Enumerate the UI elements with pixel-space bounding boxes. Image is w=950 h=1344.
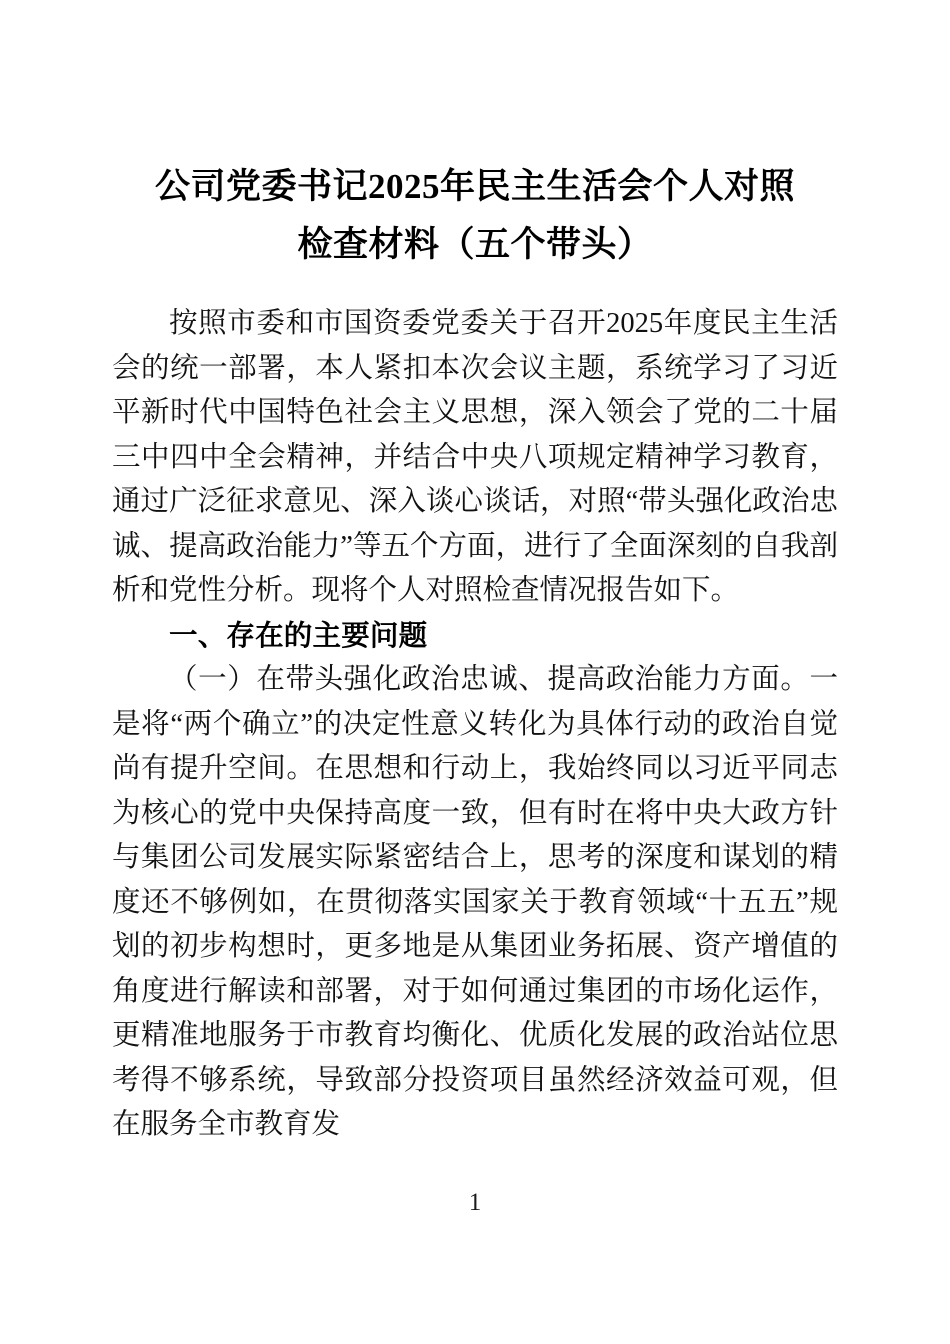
paragraph-intro: 按照市委和市国资委党委关于召开2025年度民主生活会的统一部署，本人紧扣本次会议主题，系统学习了习近平新时代中国特色社会主义思想，深入领会了党的二十届三中四中全会精神，并结合中央八项规定精神学习教育，通过广泛征求意见、深入谈心谈话，对照“带头强化政治忠诚、提高政治能力”等五个方面，进行了全面深刻的自我剖析和党性分析。现将个人对照检查情况报告如下。: [112, 308, 838, 606]
section-heading-main-problems: 一、存在的主要问题: [169, 619, 428, 652]
page-title-line-2: 检查材料（五个带头）: [297, 225, 653, 264]
document-body: [112, 302, 838, 1148]
paragraph-section-1-item-1: （一）在带头强化政治忠诚、提高政治能力方面。一是将“两个确立”的决定性意义转化为具体行动的政治自觉尚有提升空间。在思想和行动上，我始终同以习近平同志为核心的党中央保持高度一致，但有时在将中央大政方针与集团公司发展实际紧密结合上，思考的深度和谋划的精度还不够例如，在贯彻落实国家关于教育领域“十五五”规划的初步构想时，更多地是从集团业务拓展、资产增值的角度进行解读和部署，对于如何通过集团的市场化运作，更精准地服务于市教育均衡化、优质化发展的政治站位思考得不够系统，导致部分投资项目虽然经济效益可观，但在服务全市教育发: [112, 664, 838, 1140]
page-number: 1: [468, 1189, 482, 1216]
page-title: [0, 0, 950, 274]
page-title-line-1: 公司党委书记2025年民主生活会个人对照: [154, 167, 795, 206]
